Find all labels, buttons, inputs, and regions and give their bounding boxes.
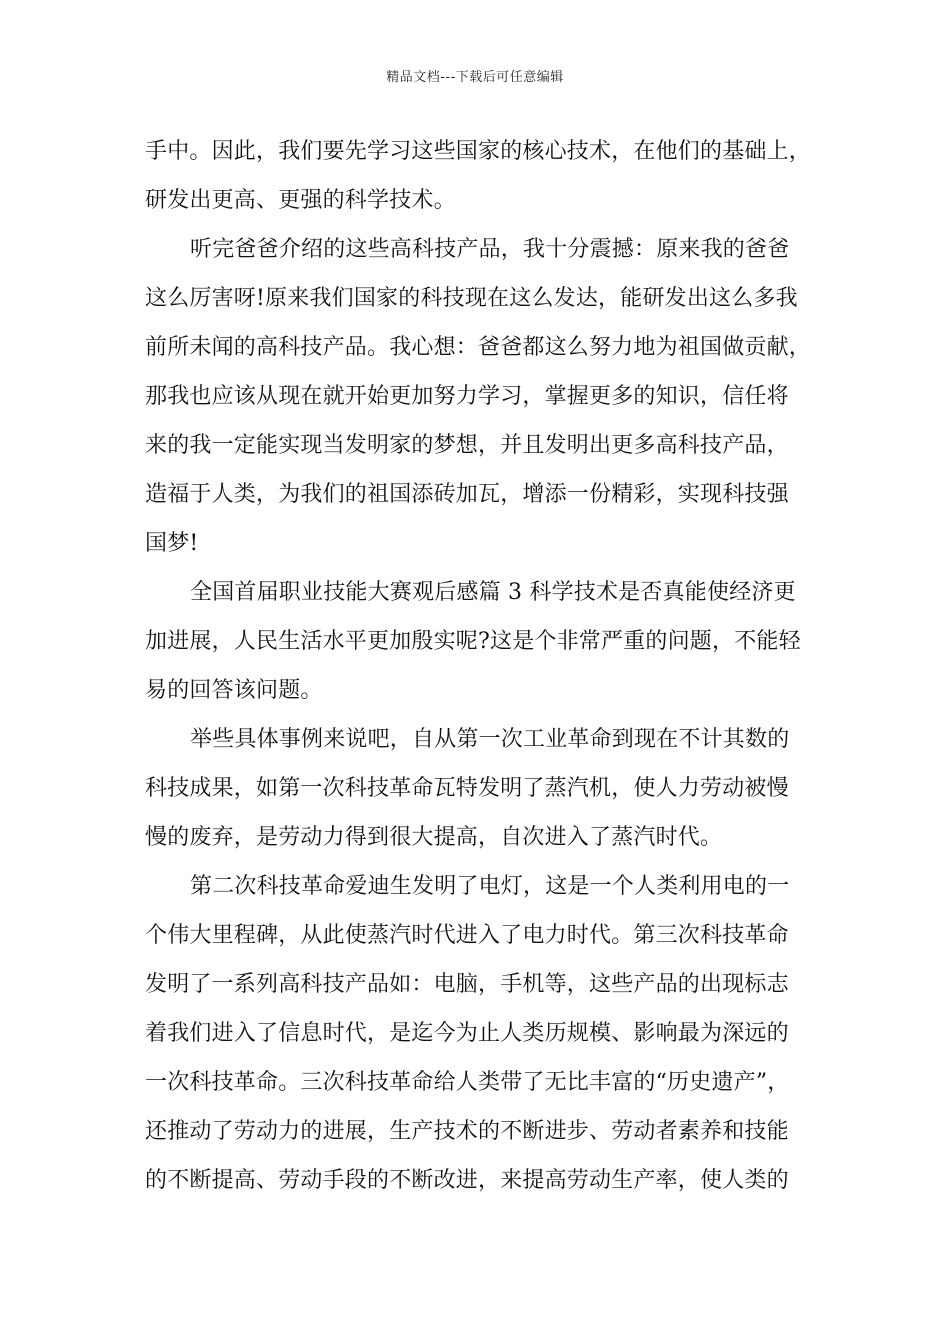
text-line: 全国首届职业技能大赛观后感篇 3 科学技术是否真能使经济更 xyxy=(190,580,796,605)
paragraph xyxy=(145,225,815,568)
text-line: 前所未闻的高科技产品。我心想：爸爸都这么努力地为祖国做贡献， xyxy=(145,335,812,360)
paragraph xyxy=(145,715,815,862)
text-line: 一次科技革命。三次科技革命给人类带了无比丰富的“历史遗产”， xyxy=(145,1070,790,1095)
text-line: 科技成果，如第一次科技革命瓦特发明了蒸汽机，使人力劳动被慢 xyxy=(145,776,789,801)
text-line: 造福于人类，为我们的祖国添砖加瓦，增添一份精彩，实现科技强 xyxy=(145,482,789,507)
paragraph xyxy=(145,127,815,225)
text-line: 来的我一定能实现当发明家的梦想，并且发明出更多高科技产品， xyxy=(145,433,789,458)
text-line: 发明了一系列高科技产品如：电脑，手机等，这些产品的出现标志 xyxy=(145,972,789,997)
paragraph xyxy=(145,568,815,715)
text-line: 个伟大里程碑，从此使蒸汽时代进入了电力时代。第三次科技革命 xyxy=(145,923,789,948)
text-line: 慢的废弃，是劳动力得到很大提高，自次进入了蒸汽时代。 xyxy=(145,825,723,850)
text-line: 那我也应该从现在就开始更加努力学习，掌握更多的知识，信任将 xyxy=(145,384,789,409)
text-line: 还推动了劳动力的进展，生产技术的不断进步、劳动者素养和技能 xyxy=(145,1119,789,1144)
text-line: 着我们进入了信息时代，是迄今为止人类历规模、影响最为深远的 xyxy=(145,1021,789,1046)
text-line: 这么厉害呀!原来我们国家的科技现在这么发达，能研发出这么多我 xyxy=(145,286,798,311)
text-line: 国梦! xyxy=(145,531,199,556)
document-body xyxy=(145,127,815,1205)
text-line: 举些具体事例来说吧，自从第一次工业革命到现在不计其数的 xyxy=(190,727,790,752)
paragraph xyxy=(145,862,815,1205)
page-header: 精品文档---下载后可任意编辑 xyxy=(386,70,564,85)
text-line: 的不断提高、劳动手段的不断改进，来提高劳动生产率，使人类的 xyxy=(145,1168,789,1193)
text-line: 手中。因此，我们要先学习这些国家的核心技术，在他们的基础上， xyxy=(145,139,812,164)
text-line: 易的回答该问题。 xyxy=(145,678,323,703)
text-line: 听完爸爸介绍的这些高科技产品，我十分震撼：原来我的爸爸 xyxy=(190,237,790,262)
text-line: 第二次科技革命爱迪生发明了电灯，这是一个人类利用电的一 xyxy=(190,874,790,899)
text-line: 研发出更高、更强的科学技术。 xyxy=(145,188,456,213)
text-line: 加进展，人民生活水平更加殷实呢?这是个非常严重的问题，不能轻 xyxy=(145,629,801,654)
